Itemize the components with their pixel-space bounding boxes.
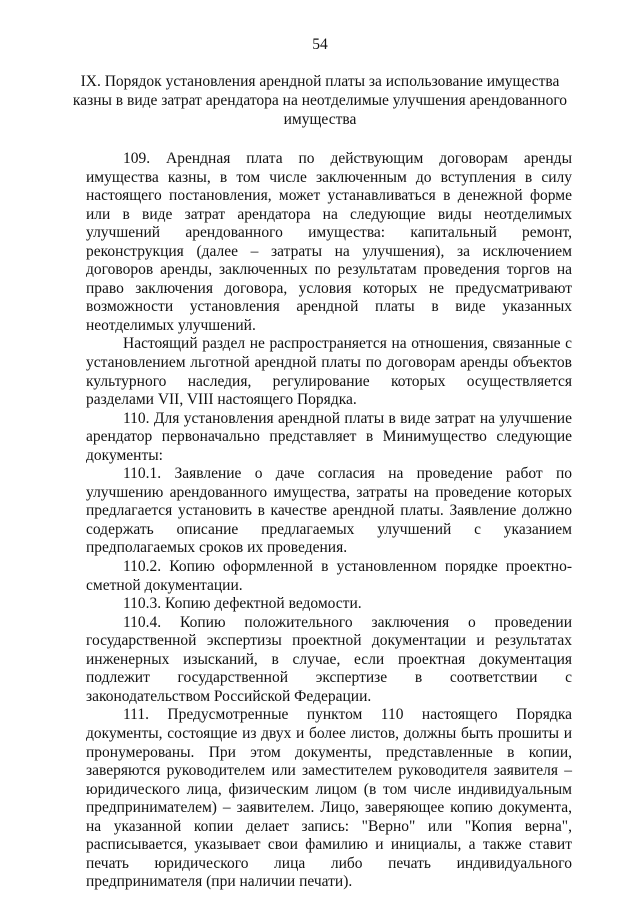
paragraph-110-2: 110.2. Копию оформленной в установленном порядке проектно-сметной документации. — [86, 558, 572, 594]
section-title: IX. Порядок установления арендной платы за использование имущества казны в виде затрат арендатора на неотделимые улучшения арендованного имущества — [72, 73, 568, 128]
paragraph-110: 110. Для установления арендной платы в виде затрат на улучшение арендатор первоначально представляет в Минимущество следующие документы: — [86, 409, 572, 464]
page-number: 54 — [312, 36, 328, 53]
paragraph-110-4: 110.4. Копию положительного заключения о проведении государственной экспертизы проектной документации и результатах инженерных изысканий, в случае, если проектная документация подлежит государственной экспертизе в соответствии с законодательством Российской Федерации. — [86, 613, 572, 705]
paragraph-scope-note: Настоящий раздел не распространяется на отношения, связанные с установлением льготной арендной платы по договорам аренды объектов культурного наследия, регулирование которых осуществляется разделами VII, VIII настоящего Порядка. — [86, 335, 572, 409]
paragraph-109: 109. Арендная плата по действующим договорам аренды имущества казны, в том числе заключенным до вступления в силу настоящего постановления, может устанавливаться в денежной форме или в виде затрат арендатора на следующие виды неотделимых улучшений арендованного имущества: капитальный ремонт, реконструкция (далее – затраты на улучшения), за исключением договоров аренды, заключенных по результатам проведения торгов на право заключения договора, условия которых не предусматривают возможности установления арендной платы в виде указанных неотделимых улучшений. — [86, 150, 572, 334]
paragraph-111: 111. Предусмотренные пунктом 110 настоящего Порядка документы, состоящие из двух и более листов, должны быть прошиты и пронумерованы. При этом документы, представленные в копии, заверяются руководителем или заместителем руководителя заявителя – юридического лица, физическим лицом (в том числе индивидуальным предпринимателем) – заявителем. Лицо, заверяющее копию документа, на указанной копии делает запись: "Верно" или "Копия верна", расписывается, указывает свои фамилию и инициалы, а также ставит печать юридического лица либо печать индивидуального предпринимателя (при наличии печати). — [86, 706, 572, 891]
paragraph-110-3: 110.3. Копию дефектной ведомости. — [123, 595, 362, 613]
paragraph-110-1: 110.1. Заявление о даче согласия на проведение работ по улучшению арендованного имущества, затраты на проведение которых предлагается установить в качестве арендной платы. Заявление должно содержать описание предлагаемых улучшений с указанием предполагаемых сроков их проведения. — [86, 465, 572, 557]
body-text — [86, 150, 572, 892]
